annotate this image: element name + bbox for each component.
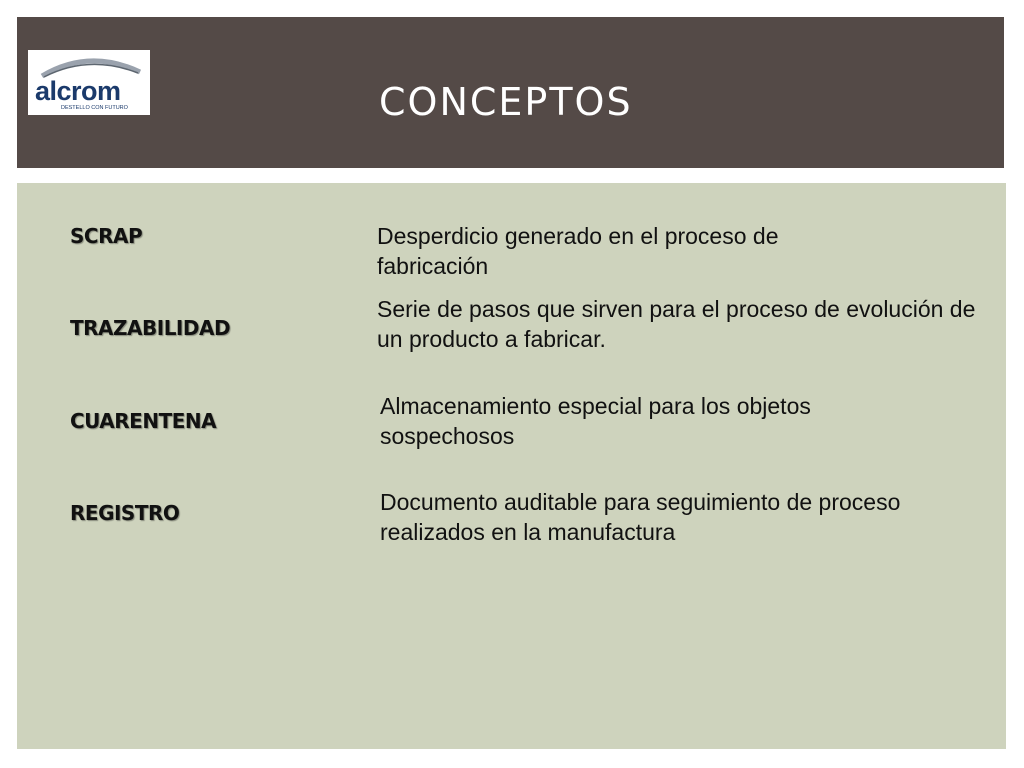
- logo-tagline-text: DESTELLO CON FUTURO: [61, 105, 128, 111]
- definition-trazabilidad: Serie de pasos que sirven para el proceso de evolución de un producto a fabricar.: [377, 296, 976, 352]
- slide-title: CONCEPTOS: [379, 80, 633, 124]
- term-scrap: SCRAP: [70, 224, 143, 248]
- company-logo: [28, 50, 150, 115]
- header-bar: [17, 17, 1004, 168]
- term-registro: REGISTRO: [70, 501, 180, 525]
- definition-scrap: Desperdicio generado en el proceso de fabricación: [377, 223, 779, 279]
- content-panel: [17, 183, 1006, 749]
- alcrom-logo-graphic: [28, 50, 150, 115]
- term-cuarentena: CUARENTENA: [70, 409, 217, 433]
- term-trazabilidad: TRAZABILIDAD: [70, 316, 231, 340]
- logo-brand-text: alcrom: [35, 76, 121, 106]
- definition-registro: Documento auditable para seguimiento de proceso realizados en la manufactura: [380, 489, 901, 545]
- definition-cuarentena: Almacenamiento especial para los objetos sospechosos: [380, 393, 811, 449]
